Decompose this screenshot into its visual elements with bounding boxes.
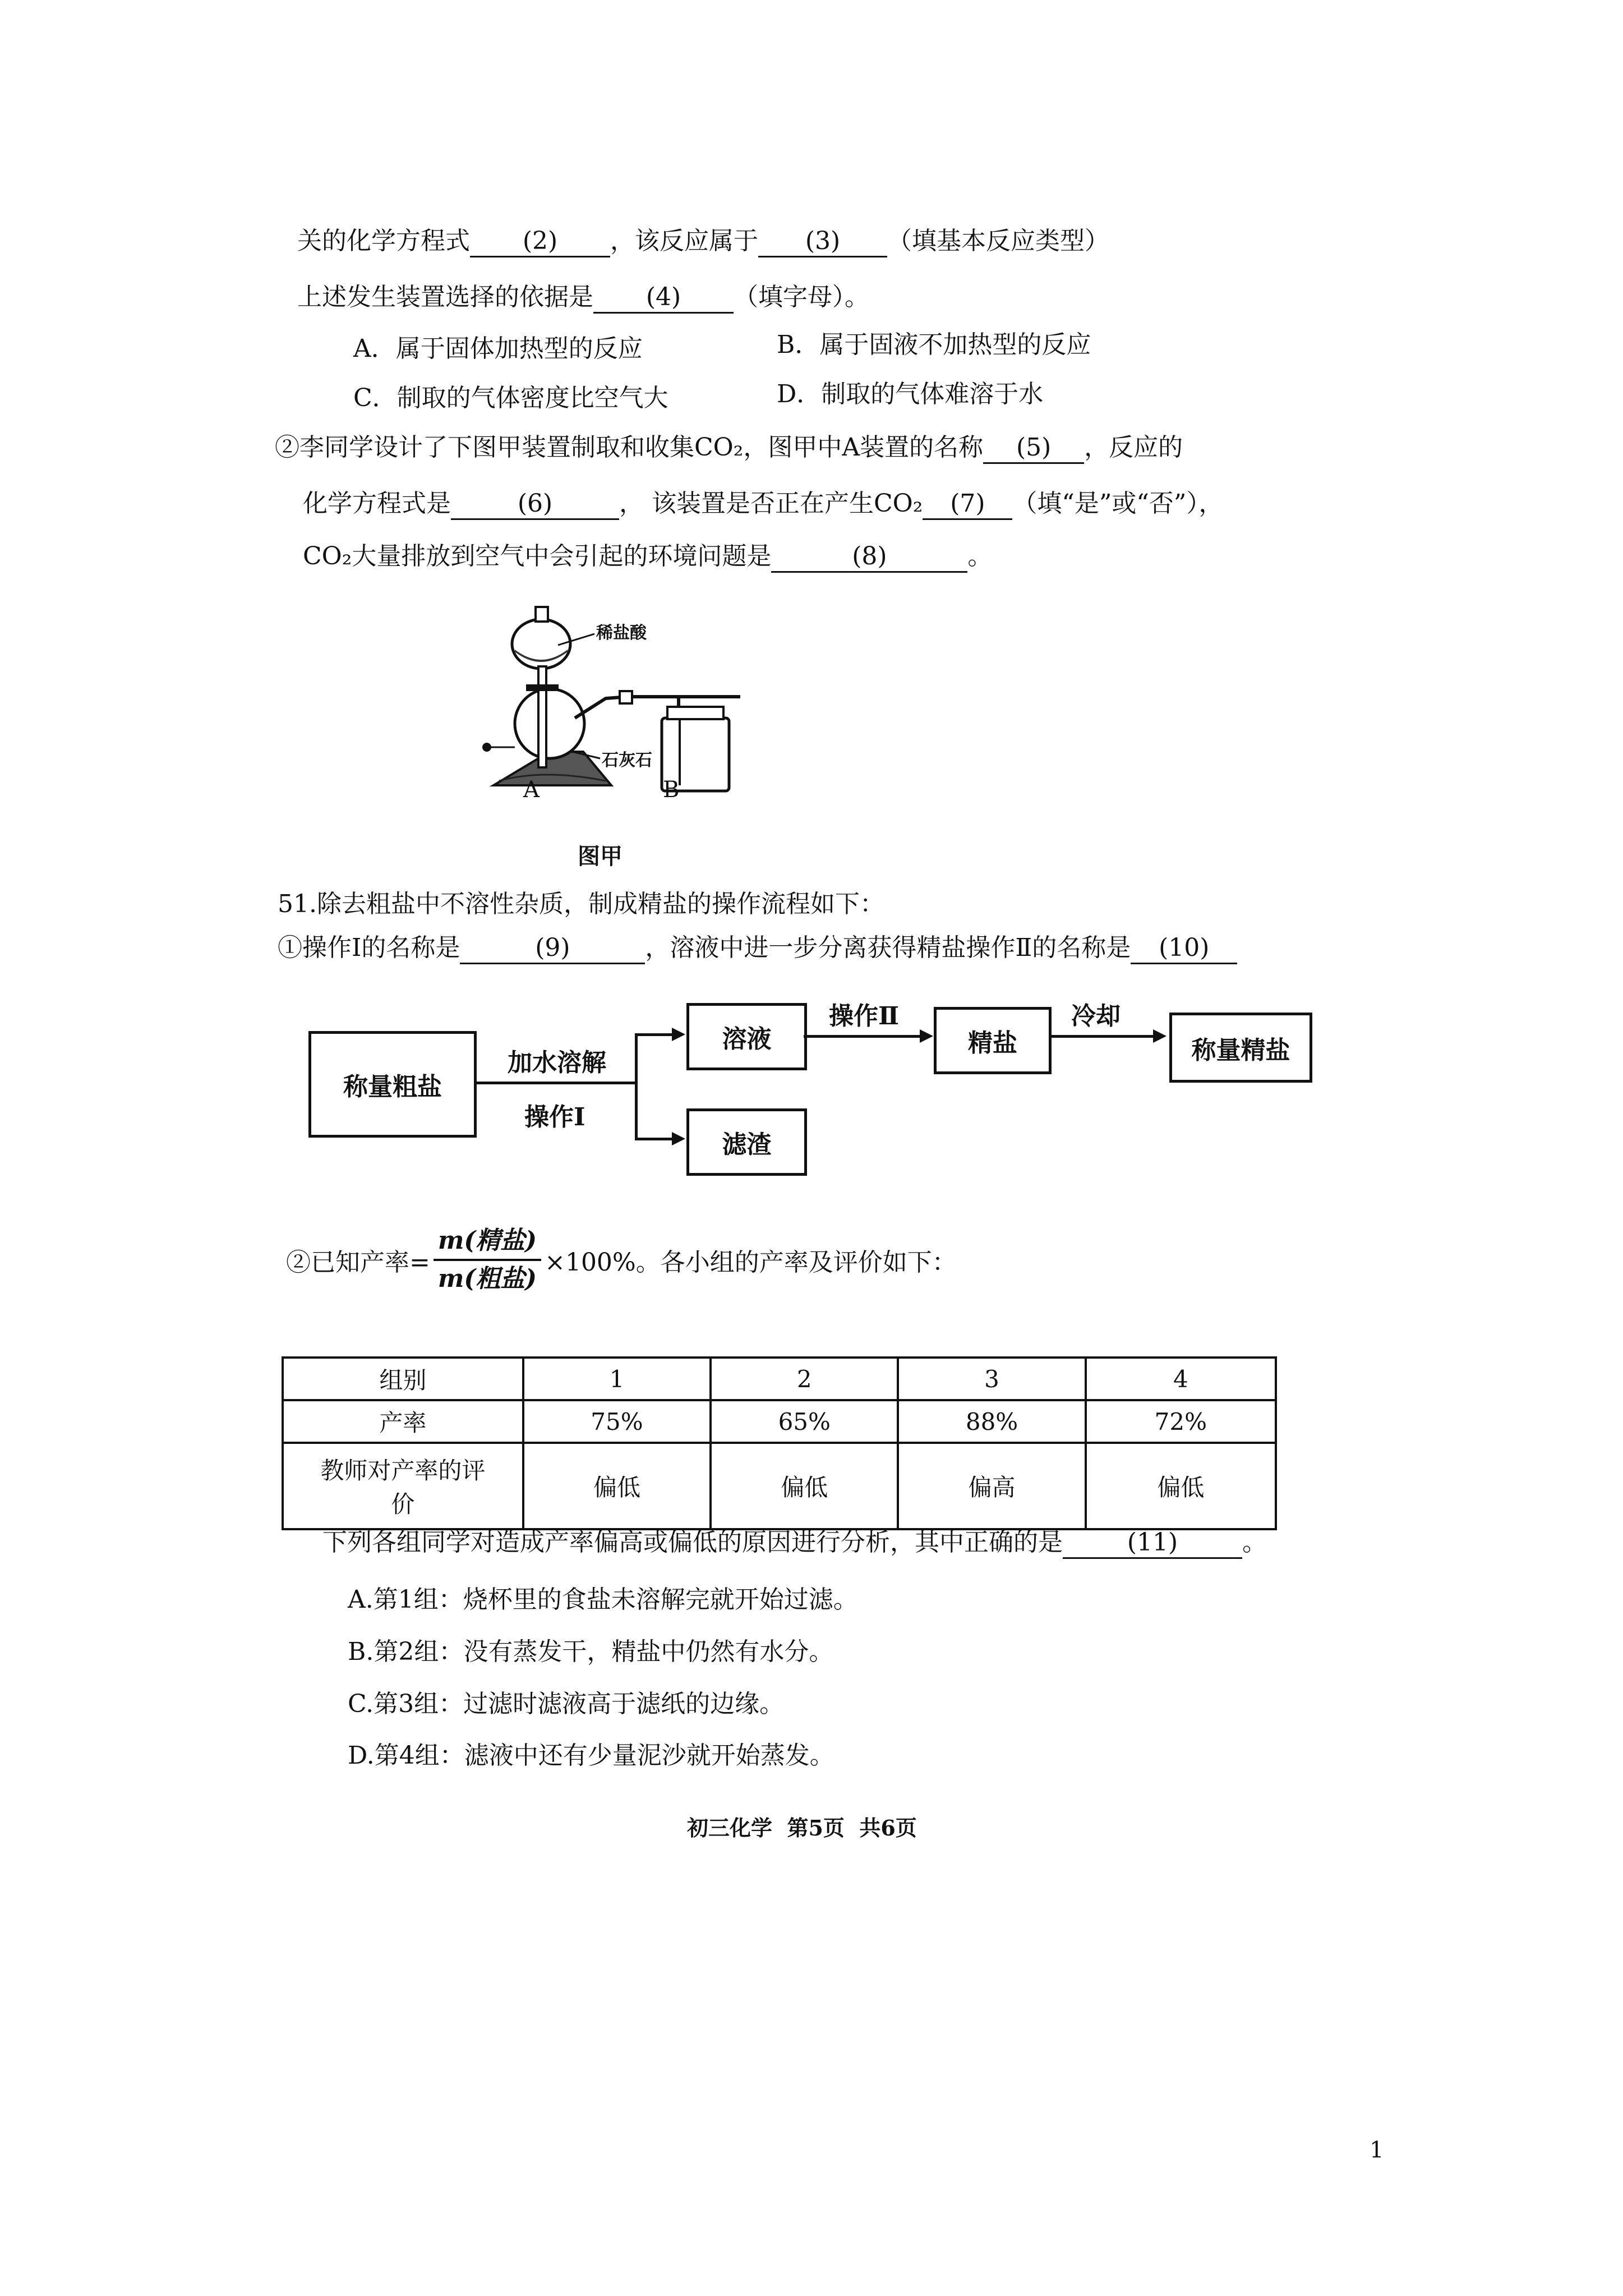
analysis-option-c: C.第3组：过滤时滤液高于滤纸的边缘。 [348, 1690, 785, 1718]
option-d: D．制取的气体难溶于水 [777, 380, 1044, 408]
q50-line1-text-c: （填基本反应类型） [887, 227, 1109, 255]
analysis-prompt [322, 1526, 1267, 1559]
table-cell: 72% [1086, 1400, 1276, 1443]
formula-numerator: m(精盐) [434, 1223, 541, 1261]
analysis-option-b: B.第2组：没有蒸发干，精盐中仍然有水分。 [348, 1637, 834, 1666]
q50-2-line3-text-a: CO₂大量排放到空气中会引起的环境问题是 [303, 542, 772, 570]
table-cell: 产率 [283, 1400, 523, 1443]
label-apparatus-a: A [523, 777, 540, 803]
flow-arrow-cool [1153, 1029, 1166, 1043]
flow-line-branch-vertical [635, 1033, 638, 1140]
flow-line-main [474, 1082, 637, 1084]
analysis-prompt-text-b: 。 [1242, 1528, 1267, 1557]
label-dilute-acid: 稀盐酸 [596, 623, 647, 643]
yield-table [282, 1356, 1277, 1530]
blank-3[interactable]: (3) [758, 227, 887, 257]
flow-box-weigh-crude-label: 称量粗盐 [343, 1073, 442, 1101]
eval-label-line1: 教师对产率的评 [320, 1457, 486, 1484]
flow-arrow-to-residue [672, 1132, 685, 1145]
table-cell: 偏低 [1086, 1443, 1276, 1529]
q50-2-line3 [303, 540, 992, 573]
blank-5[interactable]: (5) [983, 433, 1084, 464]
flow-box-weigh-fine [1169, 1013, 1312, 1083]
q51-line1-text-a: ①操作Ⅰ的名称是 [278, 933, 460, 962]
label-apparatus-b: B [663, 777, 680, 803]
q50-2-line1-text-b: ，反应的 [1084, 433, 1183, 462]
flow-line-cool [1049, 1035, 1155, 1038]
flow-line-to-residue [635, 1138, 674, 1140]
flow-label-op1: 操作Ⅰ [524, 1103, 585, 1131]
flow-box-weigh-fine-label: 称量精盐 [1191, 1036, 1290, 1065]
blank-6[interactable]: (6) [451, 489, 619, 520]
table-cell: 偏高 [898, 1443, 1085, 1529]
table-cell: 88% [898, 1400, 1085, 1443]
flow-box-residue [686, 1108, 807, 1176]
option-b: B．属于固液不加热型的反应 [777, 330, 1091, 359]
table-cell: 75% [523, 1400, 711, 1443]
q51-line1-text-b: ，溶液中进一步分离获得精盐操作Ⅱ的名称是 [645, 933, 1131, 962]
flow-line-to-solution [635, 1033, 674, 1036]
table-cell: 组别 [283, 1358, 523, 1400]
label-limestone: 石灰石 [602, 751, 652, 770]
option-c: C．制取的气体密度比空气大 [353, 384, 668, 412]
table-cell: 偏低 [523, 1443, 711, 1529]
table-cell: 1 [523, 1358, 711, 1400]
table-row-rate [283, 1400, 1276, 1443]
blank-2[interactable]: (2) [470, 227, 610, 257]
option-a: A．属于固体加热型的反应 [353, 334, 643, 363]
q50-2-line3-text-b: 。 [967, 542, 993, 570]
flow-box-solution-label: 溶液 [722, 1025, 772, 1053]
blank-7[interactable]: (7) [923, 489, 1012, 520]
blank-8[interactable]: (8) [771, 542, 967, 573]
table-cell: 65% [711, 1400, 898, 1443]
q50-line2 [297, 280, 869, 314]
q51-title: 51.除去粗盐中不溶性杂质，制成精盐的操作流程如下： [278, 890, 884, 918]
yield-formula [286, 1223, 957, 1297]
flow-box-residue-label: 滤渣 [722, 1130, 772, 1159]
flow-line-op2 [804, 1035, 921, 1038]
table-row-header [283, 1358, 1276, 1400]
q50-2-line1-text-a: ②李同学设计了下图甲装置制取和收集CO₂，图甲中A装置的名称 [275, 433, 984, 462]
q50-2-line2-text-b: ， 该装置是否正在产生CO₂ [619, 489, 923, 518]
analysis-option-a: A.第1组：烧杯里的食盐未溶解完就开始过滤。 [348, 1585, 858, 1614]
q50-line2-text-b: （填字母）。 [734, 283, 869, 311]
page-number: 1 [1370, 2137, 1384, 2163]
analysis-prompt-text-a: 下列各组同学对造成产率偏高或偏低的原因进行分析，其中正确的是 [322, 1528, 1063, 1557]
q50-2-line2-text-c: （填“是”或“否”）， [1012, 489, 1224, 518]
formula-prefix: ②已知产率= [286, 1248, 430, 1277]
flow-box-fine-salt [934, 1007, 1052, 1074]
table-row-evaluation [283, 1443, 1276, 1529]
q50-2-line2 [303, 487, 1223, 521]
flow-box-fine-salt-label: 精盐 [968, 1029, 1017, 1057]
flow-label-cool: 冷却 [1071, 1002, 1121, 1030]
formula-suffix: ×100%。各小组的产率及评价如下： [545, 1248, 957, 1277]
table-cell: 偏低 [711, 1443, 898, 1529]
blank-4[interactable]: (4) [593, 283, 734, 314]
q50-line2-text-a: 上述发生装置选择的依据是 [297, 283, 593, 311]
flow-label-dissolve: 加水溶解 [508, 1048, 606, 1077]
flow-box-weigh-crude [308, 1031, 477, 1138]
blank-11[interactable]: (11) [1063, 1528, 1242, 1559]
q50-line1-text-b: ，该反应属于 [610, 227, 758, 255]
table-cell-eval-label [283, 1443, 523, 1529]
flow-arrow-op2 [920, 1029, 933, 1043]
blank-9[interactable]: (9) [460, 933, 645, 964]
q50-line1 [297, 224, 1109, 258]
eval-label-line2: 价 [391, 1490, 415, 1518]
flow-label-op2: 操作Ⅱ [829, 1002, 900, 1030]
q50-2-line2-text-a: 化学方程式是 [303, 489, 451, 518]
figure-caption: 图甲 [578, 843, 623, 869]
formula-fraction [434, 1223, 541, 1297]
formula-denominator: m(粗盐) [437, 1264, 537, 1293]
table-cell: 2 [711, 1358, 898, 1400]
q51-line1 [278, 931, 1237, 965]
table-cell: 3 [898, 1358, 1085, 1400]
analysis-option-d: D.第4组：滤液中还有少量泥沙就开始蒸发。 [348, 1741, 834, 1770]
blank-10[interactable]: (10) [1131, 933, 1237, 964]
flow-box-solution [686, 1003, 807, 1070]
table-cell: 4 [1086, 1358, 1276, 1400]
q50-line1-text-a: 关的化学方程式 [297, 227, 470, 255]
page-footer: 初三化学 第5页 共6页 [687, 1815, 917, 1841]
flow-arrow-to-solution [672, 1028, 685, 1041]
q50-2-line1 [275, 431, 1183, 464]
